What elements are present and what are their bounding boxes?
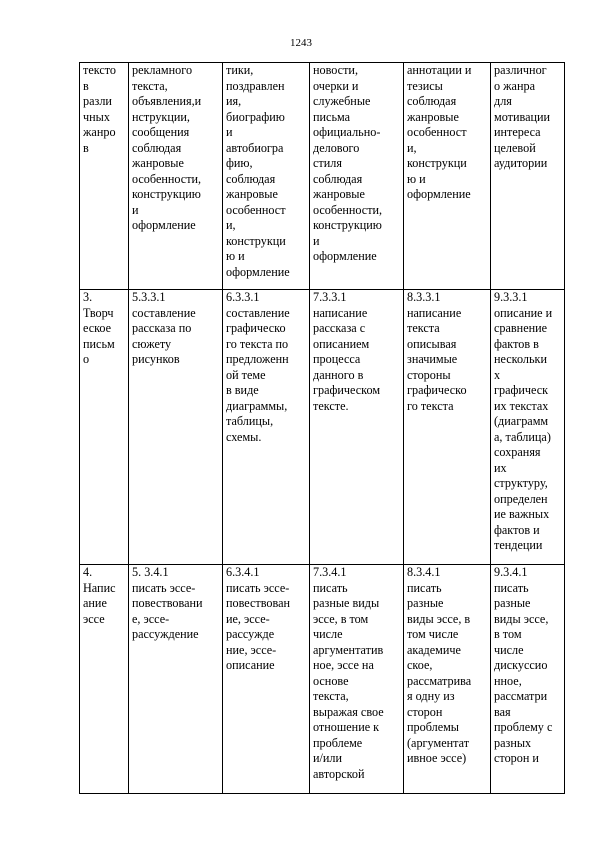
table-cell xyxy=(80,63,129,290)
cell-text: 5. 3.4.1 писать эссе- повествовани е, эссе- рассуждение xyxy=(132,565,203,641)
table-cell xyxy=(129,290,223,565)
table-cell xyxy=(404,290,491,565)
table-cell xyxy=(310,63,404,290)
cell-text: новости, очерки и служебные письма официально- делового стиля соблюдая жанровые особенности, конструкцию и оформление xyxy=(313,63,383,263)
table-cell xyxy=(223,63,310,290)
cell-text: аннотации и тезисы соблюдая жанровые особенност и, конструкци ю и оформление xyxy=(407,63,472,201)
cell-text: 7.3.4.1 писать разные виды эссе, в том числе аргументатив ное, эссе на основе текста, выражая свое отношение к проблеме и/или авторской xyxy=(313,565,384,781)
cell-text: тики, поздравлен ия, биографию и автобиогра фию, соблюдая жанровые особенност и, конструкци ю и оформление xyxy=(226,63,290,279)
page-number: 1243 xyxy=(290,37,312,49)
table-cell xyxy=(223,290,310,565)
table-cell xyxy=(310,290,404,565)
cell-text: 4. Напис ание эссе xyxy=(83,565,116,626)
table-cell xyxy=(310,565,404,794)
cell-text: 7.3.3.1 написание рассказа с описанием процесса данного в графическом тексте. xyxy=(313,290,381,413)
table-cell xyxy=(491,63,565,290)
cell-text: 9.3.4.1 писать разные виды эссе, в том числе дискуссио нное, рассматри вая проблему с разных сторон и xyxy=(494,565,553,765)
table-cell xyxy=(129,63,223,290)
table-cell xyxy=(80,290,129,565)
table-cell xyxy=(404,565,491,794)
table-row xyxy=(80,565,565,794)
cell-text: тексто в разли чных жанро в xyxy=(83,63,117,155)
table-cell xyxy=(404,63,491,290)
cell-text: 6.3.4.1 писать эссе- повествован ие, эссе- рассужде ние, эссе- описание xyxy=(226,565,291,672)
cell-text: 5.3.3.1 составление рассказа по сюжету рисунков xyxy=(132,290,196,366)
table-row xyxy=(80,290,565,565)
cell-text: рекламного текста, объявления,и нструкции, сообщения соблюдая жанровые особенности, конструкцию и оформление xyxy=(132,63,202,232)
cell-text: различног о жанра для мотивации интереса целевой аудитории xyxy=(494,63,551,170)
curriculum-table xyxy=(79,62,565,794)
table-cell xyxy=(491,565,565,794)
cell-text: 8.3.4.1 писать разные виды эссе, в том числе академиче ское, рассматрива я одну из сторон проблемы (аргументат ивное эссе) xyxy=(407,565,472,765)
table-cell xyxy=(129,565,223,794)
table-cell xyxy=(491,290,565,565)
table-row xyxy=(80,63,565,290)
table-cell xyxy=(80,565,129,794)
cell-text: 9.3.3.1 описание и сравнение фактов в нескольки х графическ их текстах (диаграмм а, таблица) сохраняя их структуру, определен ие важных фактов и тендеции xyxy=(494,290,553,552)
cell-text: 3. Творч еское письм о xyxy=(83,290,115,366)
table-cell xyxy=(223,565,310,794)
cell-text: 6.3.3.1 составление графическо го текста по предложенн ой теме в виде диаграммы, таблицы, схемы. xyxy=(226,290,290,444)
cell-text: 8.3.3.1 написание текста описывая значимые стороны графическо го текста xyxy=(407,290,467,413)
